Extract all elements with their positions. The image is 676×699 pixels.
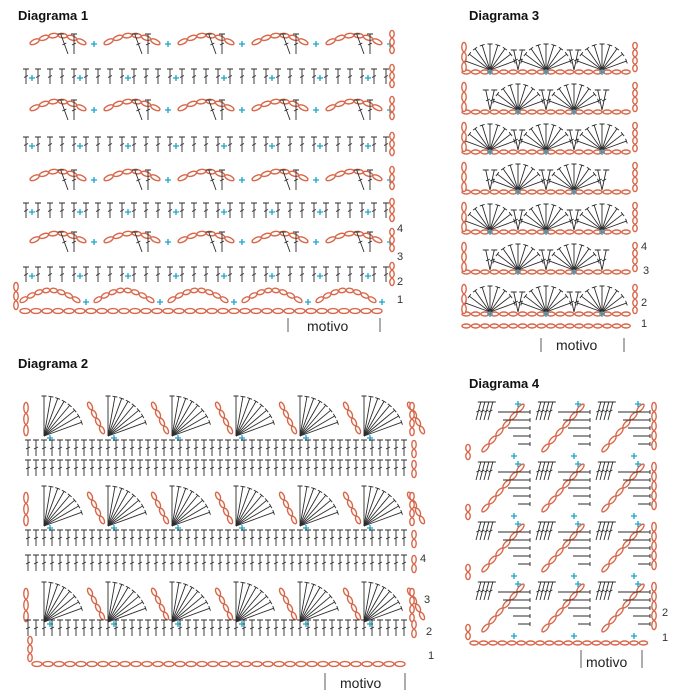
single-crochet-symbol: [631, 573, 637, 579]
chain-stitch: [620, 641, 628, 645]
horizontal-stitch: [568, 426, 590, 430]
chain-stitch: [541, 563, 550, 573]
chain-stitch: [569, 591, 578, 601]
chain-stitch: [517, 641, 525, 645]
horizontal-stitch: [513, 614, 530, 618]
chain-stitch: [541, 503, 550, 513]
double-crochet-symbol: [488, 522, 496, 540]
horizontal-stitch: [508, 486, 530, 490]
single-crochet-symbol: [511, 513, 517, 519]
horizontal-stitch: [508, 606, 530, 610]
diagram-4-motif-label: motivo: [586, 654, 628, 670]
chain-stitch: [602, 641, 610, 645]
chain-stitch: [502, 479, 511, 489]
single-crochet-symbol: [571, 573, 577, 579]
diagram-1-row-label-3: 3: [397, 251, 404, 263]
turning-chain: [652, 522, 656, 531]
chain-stitch: [601, 443, 610, 453]
chain-stitch: [502, 419, 511, 429]
horizontal-stitch: [633, 494, 650, 498]
diagram-4-row-label-2: 2: [662, 607, 669, 619]
horizontal-stitch: [518, 622, 530, 626]
diagram-3-row-label-1: 1: [641, 318, 648, 330]
chain-stitch: [548, 495, 557, 505]
turning-chain: [652, 431, 656, 440]
diagram-4-title: Diagrama 4: [469, 376, 540, 391]
diagram-1-row-label-2: 2: [397, 276, 404, 288]
diagram-4-row-label-1: 1: [662, 632, 669, 644]
chain-stitch: [562, 419, 571, 429]
horizontal-stitch: [628, 546, 650, 550]
chain-stitch: [548, 435, 557, 445]
chain-stitch: [526, 641, 534, 645]
turning-chain: [466, 564, 470, 571]
horizontal-stitch: [568, 606, 590, 610]
chain-stitch: [569, 471, 578, 481]
chain-stitch: [608, 435, 617, 445]
horizontal-stitch: [638, 622, 650, 626]
chain-stitch: [479, 641, 487, 645]
chain-stitch: [615, 607, 624, 617]
turning-chain: [652, 532, 656, 541]
chain-stitch: [639, 641, 647, 645]
chain-stitch: [629, 591, 638, 601]
chain-stitch: [495, 607, 504, 617]
double-crochet-symbol: [548, 522, 556, 540]
turning-chain: [652, 621, 656, 630]
single-crochet-symbol: [571, 453, 577, 459]
chain-stitch: [622, 419, 631, 429]
single-crochet-symbol: [631, 513, 637, 519]
chain-stitch: [562, 539, 571, 549]
double-crochet-symbol: [488, 462, 496, 480]
turning-chain: [466, 452, 470, 459]
horizontal-stitch: [628, 486, 650, 490]
horizontal-stitch: [638, 442, 650, 446]
chain-stitch: [495, 427, 504, 437]
single-crochet-symbol: [511, 573, 517, 579]
single-crochet-symbol: [571, 513, 577, 519]
double-crochet-symbol: [488, 402, 496, 420]
chain-stitch: [629, 471, 638, 481]
chain-stitch: [548, 615, 557, 625]
chain-stitch: [630, 641, 638, 645]
double-crochet-symbol: [548, 402, 556, 420]
turning-chain: [652, 482, 656, 491]
turning-chain: [652, 542, 656, 551]
chain-stitch: [622, 479, 631, 489]
chain-stitch: [608, 615, 617, 625]
turning-chain: [652, 491, 656, 500]
chain-stitch: [629, 411, 638, 421]
chain-stitch: [562, 479, 571, 489]
chain-stitch: [498, 641, 506, 645]
single-crochet-symbol: [571, 633, 577, 639]
horizontal-stitch: [638, 502, 650, 506]
horizontal-stitch: [513, 434, 530, 438]
horizontal-stitch: [638, 562, 650, 566]
horizontal-stitch: [518, 562, 530, 566]
horizontal-stitch: [628, 426, 650, 430]
chain-stitch: [615, 547, 624, 557]
chain-stitch: [562, 599, 571, 609]
turning-chain: [466, 632, 470, 639]
chain-stitch: [508, 641, 516, 645]
chain-stitch: [629, 531, 638, 541]
turning-chain: [652, 592, 656, 601]
diagram-1-row-label-1: 1: [397, 294, 404, 306]
chain-stitch: [545, 641, 553, 645]
chain-stitch: [569, 411, 578, 421]
double-crochet-symbol: [548, 582, 556, 600]
horizontal-stitch: [633, 554, 650, 558]
double-crochet-symbol: [608, 402, 616, 420]
turning-chain: [652, 561, 656, 570]
chain-stitch: [601, 563, 610, 573]
chain-stitch: [569, 531, 578, 541]
horizontal-stitch: [578, 622, 590, 626]
turning-chain: [652, 472, 656, 481]
diagram-1-title: Diagrama 1: [18, 8, 89, 23]
diagram-1-motif-label: motivo: [307, 318, 349, 334]
double-crochet-symbol: [608, 522, 616, 540]
horizontal-stitch: [573, 554, 590, 558]
diagram-3-motif-label: motivo: [556, 337, 598, 353]
turning-chain: [466, 624, 470, 631]
chain-stitch: [502, 599, 511, 609]
turning-chain: [466, 572, 470, 579]
chain-stitch: [541, 443, 550, 453]
horizontal-stitch: [513, 494, 530, 498]
double-crochet-symbol: [608, 462, 616, 480]
horizontal-stitch: [568, 546, 590, 550]
chain-stitch: [536, 641, 544, 645]
chain-stitch: [564, 641, 572, 645]
horizontal-stitch: [578, 502, 590, 506]
horizontal-stitch: [573, 434, 590, 438]
single-crochet-symbol: [631, 453, 637, 459]
turning-chain: [652, 412, 656, 421]
diagram-3-row-label-2: 2: [641, 297, 648, 309]
chain-stitch: [541, 623, 550, 633]
horizontal-stitch: [508, 546, 530, 550]
single-crochet-symbol: [511, 453, 517, 459]
horizontal-stitch: [518, 502, 530, 506]
diagram-3-row-label-4: 4: [641, 241, 648, 253]
double-crochet-symbol: [548, 462, 556, 480]
turning-chain: [466, 444, 470, 451]
double-crochet-symbol: [488, 582, 496, 600]
horizontal-stitch: [573, 494, 590, 498]
turning-chain: [652, 551, 656, 560]
chain-stitch: [555, 607, 564, 617]
turning-chain: [652, 582, 656, 591]
double-crochet-symbol: [608, 582, 616, 600]
chain-stitch: [509, 591, 518, 601]
turning-chain: [466, 504, 470, 511]
turning-chain: [652, 462, 656, 471]
chain-stitch: [509, 411, 518, 421]
single-crochet-symbol: [631, 633, 637, 639]
chain-stitch: [495, 547, 504, 557]
single-crochet-symbol: [511, 633, 517, 639]
chain-stitch: [481, 623, 490, 633]
chain-stitch: [509, 531, 518, 541]
horizontal-stitch: [518, 442, 530, 446]
horizontal-stitch: [628, 606, 650, 610]
chain-stitch: [608, 555, 617, 565]
chain-stitch: [488, 555, 497, 565]
horizontal-stitch: [633, 614, 650, 618]
horizontal-stitch: [513, 554, 530, 558]
chain-stitch: [615, 427, 624, 437]
chain-stitch: [622, 539, 631, 549]
chain-stitch: [488, 615, 497, 625]
chain-stitch: [573, 641, 581, 645]
chain-stitch: [555, 427, 564, 437]
chain-stitch: [509, 471, 518, 481]
diagram-2-title: Diagrama 2: [18, 356, 89, 371]
horizontal-stitch: [573, 614, 590, 618]
turning-chain: [652, 441, 656, 450]
chain-stitch: [601, 503, 610, 513]
diagram-2-row-label-3: 3: [424, 594, 431, 606]
chain-stitch: [555, 547, 564, 557]
chain-stitch: [592, 641, 600, 645]
diagram-3-row-label-3: 3: [643, 265, 650, 277]
turning-chain: [652, 501, 656, 510]
chain-stitch: [611, 641, 619, 645]
chain-stitch: [481, 563, 490, 573]
chain-stitch: [488, 435, 497, 445]
horizontal-stitch: [578, 442, 590, 446]
diagram-2-motif-label: motivo: [340, 675, 382, 691]
chain-stitch: [481, 503, 490, 513]
chain-stitch: [555, 487, 564, 497]
turning-chain: [652, 402, 656, 411]
turning-chain: [466, 512, 470, 519]
horizontal-stitch: [568, 486, 590, 490]
chain-stitch: [481, 443, 490, 453]
chain-stitch: [489, 641, 497, 645]
chain-stitch: [488, 495, 497, 505]
chain-stitch: [470, 641, 478, 645]
turning-chain: [652, 422, 656, 431]
diagram-2-row-label-2: 2: [426, 626, 433, 638]
chain-stitch: [608, 495, 617, 505]
diagram-2-row-label-1: 1: [428, 650, 435, 662]
chain-stitch: [502, 539, 511, 549]
chain-stitch: [548, 555, 557, 565]
horizontal-stitch: [633, 434, 650, 438]
chain-stitch: [555, 641, 563, 645]
chain-stitch: [622, 599, 631, 609]
turning-chain: [652, 602, 656, 611]
diagram-2-row-label-4: 4: [420, 553, 427, 565]
diagram-3-title: Diagrama 3: [469, 8, 540, 23]
turning-chain: [652, 611, 656, 620]
chain-stitch: [495, 487, 504, 497]
diagram-1-row-label-4: 4: [397, 223, 404, 235]
chain-stitch: [583, 641, 591, 645]
chain-stitch: [601, 623, 610, 633]
horizontal-stitch: [508, 426, 530, 430]
horizontal-stitch: [578, 562, 590, 566]
chain-stitch: [615, 487, 624, 497]
